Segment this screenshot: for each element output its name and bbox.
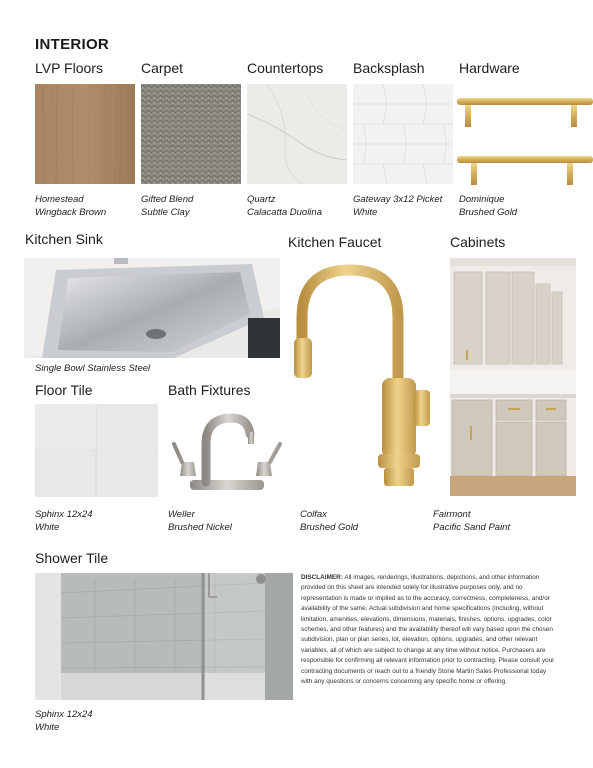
category-kitchen-faucet: Kitchen Faucet [288, 234, 382, 250]
carpet-caption: Gifted Blend Subtle Clay [141, 194, 194, 218]
backsplash-swatch [353, 84, 453, 184]
category-bath-fixtures: Bath Fixtures [168, 382, 251, 398]
bath-fixtures-image [168, 404, 284, 498]
lvp-floor-swatch [35, 84, 135, 184]
kitchen-sink-caption: Single Bowl Stainless Steel [35, 363, 151, 374]
category-cabinets: Cabinets [450, 234, 506, 250]
category-floor-tile: Floor Tile [35, 382, 93, 398]
kitchen-sink-image [24, 258, 280, 358]
category-hardware: Hardware [459, 60, 520, 76]
carpet-swatch [141, 84, 241, 184]
countertop-caption: Quartz Calacatta Duolina [247, 194, 322, 218]
category-carpet: Carpet [141, 60, 184, 76]
category-backsplash: Backsplash [353, 60, 425, 76]
category-kitchen-sink: Kitchen Sink [25, 231, 103, 247]
page-title: INTERIOR [35, 36, 110, 53]
shower-tile-caption: Sphinx 12x24 White [35, 709, 93, 733]
category-countertops: Countertops [247, 60, 324, 76]
disclaimer-label: DISCLAIMER: [301, 574, 343, 581]
floor-tile-swatch [35, 404, 158, 497]
countertop-swatch [247, 84, 347, 184]
lvp-caption: Homestead Wingback Brown [35, 194, 107, 218]
kitchen-faucet-image [286, 258, 446, 498]
disclaimer [301, 573, 559, 687]
hardware-caption: Dominique Brushed Gold [459, 194, 518, 218]
cabinets-image [450, 258, 576, 496]
disclaimer-text: All images, renderings, illustrations, depictions, and other information provided on this sheet are intended solely for illustrative purposes only, and no representation is made or implied as to the accuracy, correctness, completeness, and/or availability of the same. Actual subdivision and home specifications (including, without limitation, amenities, elevations, dimensions, materials, finishes, options, upgrades, color schemes, and other features) and the availability thereof will vary based upon the chosen subdivision, plan or plan series, lot, elevation, options, upgrades, and other relevant variables, all of which are subject to change at any time without notice. Purchasers are responsible for confirming all relevant information prior to contracting. Please consult your contracting documents or reach out to a friendly Stone Martin Sales Professional today with any questions or concerns concerning any specific home or offering. [301, 574, 555, 686]
floor-tile-caption: Sphinx 12x24 White [35, 509, 93, 533]
category-lvp-floors: LVP Floors [35, 60, 103, 76]
bath-fixtures-caption: Weller Brushed Nickel [168, 509, 232, 533]
backsplash-caption: Gateway 3x12 Picket White [353, 194, 443, 218]
category-shower-tile: Shower Tile [35, 550, 109, 566]
cabinets-caption: Fairmont Pacific Sand Paint [433, 509, 511, 533]
hardware-swatch [457, 84, 593, 188]
shower-tile-image [35, 573, 293, 700]
kitchen-faucet-caption: Colfax Brushed Gold [300, 509, 359, 533]
